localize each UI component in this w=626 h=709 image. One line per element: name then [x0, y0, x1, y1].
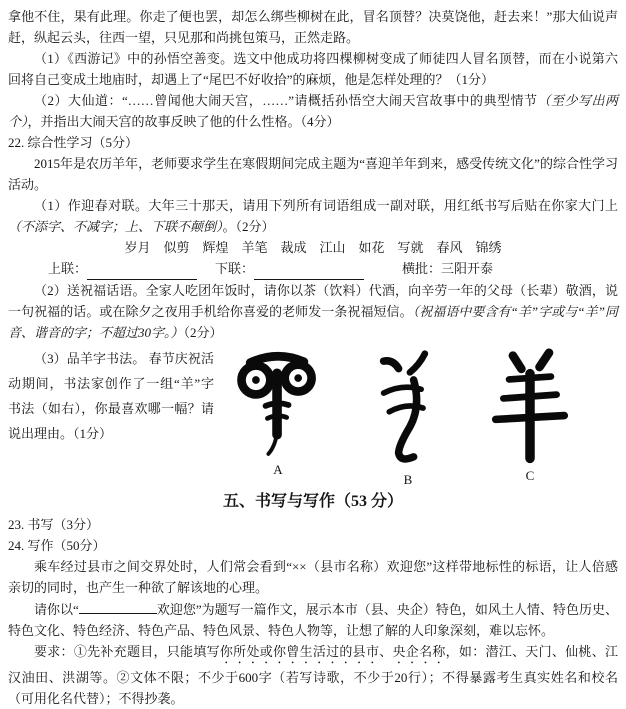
- lower-couplet-blank: [254, 264, 364, 280]
- question-22-item2: [8, 280, 618, 343]
- essay-title-post: ”为题写一篇作文，展示本市（县、央企）特色，如风土人情、特色历史、特色文化、特色经济、特色产品、特色风景、特色人物等，让想了解的人印象深刻，难以忘怀。: [8, 602, 618, 638]
- requirements-post: ，如：潜江、天门、仙桃、江汉油田、洪湖等。②文体不限；不少于600字（若写诗歌，不少于20行）；不得暴露考生真实姓名和校名（可用化名代替）；不得抄袭。: [8, 644, 618, 706]
- requirements-pre: 要求：①先补充题目，只能填写: [34, 644, 220, 659]
- question-22-item3-text: （3）品羊字书法。 春节庆祝活动期间，书法家创作了一组“羊”字书法（如右），你最喜欢哪一幅？请说出理由。（1分）: [8, 351, 214, 441]
- question-24-heading-text: 24. 写作（50分）: [8, 538, 106, 553]
- section-5-heading-text: 五、书写与写作（53 分）: [222, 493, 403, 510]
- calligraphy-figure-c: [490, 348, 570, 484]
- question-22-intro: [8, 153, 618, 195]
- requirements-emphasized: 你所处或你曾生活过的县市、央企名称: [219, 644, 446, 659]
- figure-a-label: A: [273, 462, 283, 477]
- upper-couplet-label: 上联：: [48, 261, 88, 276]
- couplet-answer-line: [48, 258, 618, 280]
- question-23-heading: [8, 514, 618, 535]
- question-24-para1-text: 乘车经过县市之间交界处时，人们常会看到“××（县市名称）欢迎您”这样带地标性的标语，让人倍感亲切的同时，也产生一种欲了解该地的心理。: [8, 559, 618, 595]
- question-21-1: [8, 48, 618, 90]
- question-22-item1-tail: 。（2分）: [222, 219, 275, 234]
- figure-b-label: B: [403, 472, 413, 487]
- horizontal-scroll-value: 三阳开泰: [441, 261, 494, 276]
- figure-c-label: C: [525, 468, 535, 483]
- question-21-2: [8, 90, 618, 132]
- question-21-2-note: （至少写出两个）: [8, 93, 618, 129]
- question-22-item2-tail: （2分）: [183, 325, 223, 340]
- cursive-yang-image: [370, 348, 446, 470]
- question-22-heading-text: 22. 综合性学习（5分）: [8, 135, 139, 150]
- question-21-2-text: （2）大仙道：“……曾闻他大闹天宫，……”请概括孙悟空大闹天宫故事中的典型情节: [34, 93, 538, 108]
- question-24-para1: [8, 556, 618, 598]
- horizontal-scroll-label: 横批：: [402, 261, 442, 276]
- question-22-heading: [8, 132, 618, 153]
- question-24-requirements: [8, 641, 618, 709]
- question-22-item1-note: （不添字、不减字；上、下联不颠倒）: [8, 219, 223, 234]
- question-22-item1: [8, 195, 618, 237]
- question-22-item2-text: （2）送祝福话语。全家人吃团年饭时，请你以茶（饮料）代酒，向辛劳一年的父母（长辈）敬酒，说一句祝福的话。或在除夕之夜用手机给你喜爱的老师发一条祝福短信。: [8, 283, 618, 319]
- calligraphy-section: [8, 346, 618, 488]
- ram-pictograph-image: [230, 348, 326, 460]
- novel-excerpt-text: 拿他不住，果有此理。你走了便也罢，却怎么绑些柳树在此，冒名顶替？决莫饶他，赶去来！”那大仙说声赶，纵起云头，往西一望，只见那和尚挑包策马，正然走路。: [8, 9, 618, 45]
- lower-couplet-label: 下联：: [215, 261, 255, 276]
- question-22-item2-note: （祝福语中要含有“羊”字或与“羊”同音、谐音的字；不超过30字。）: [8, 304, 618, 340]
- essay-title-pre: 请你以“: [34, 602, 79, 617]
- upper-couplet-blank: [87, 264, 197, 280]
- couplet-word-bank-text: 岁月 似剪 辉煌 羊笔 裁成 江山 如花 写就 春风 锦绣: [124, 240, 502, 255]
- calligraphy-figure-b: [370, 348, 446, 488]
- essay-title-suffix: 欢迎您: [156, 602, 196, 617]
- calligraphy-figure-a: [230, 348, 326, 478]
- question-24-para2: [8, 598, 618, 641]
- question-22-intro-text: 2015年是农历羊年，老师要求学生在寒假期间完成主题为“喜迎羊年到来，感受传统文化”的综合性学习活动。: [8, 156, 618, 192]
- section-5-heading: [8, 489, 618, 514]
- question-21-2-tail: ，并指出大闹天宫的故事反映了他的什么性格。（4分）: [27, 114, 340, 129]
- question-24-heading: [8, 535, 618, 556]
- question-23-heading-text: 23. 书写（3分）: [8, 517, 100, 532]
- question-21-1-text: （1）《西游记》中的孙悟空善变。选文中他成功将四棵柳树变成了师徒四人冒名顶替，而在小说第六回将自己变成土地庙时，却遇上了“尾巴不好收拾”的麻烦，他是怎样处理的？（1分）: [8, 51, 618, 87]
- essay-title-blank: [79, 598, 157, 614]
- question-22-item1-text: （1）作迎春对联。大年三十那天，请用下列所有词语组成一副对联，用红纸书写后贴在你家大门上: [34, 198, 618, 213]
- running-script-yang-image: [490, 348, 570, 466]
- question-22-item3: [8, 346, 214, 488]
- couplet-word-bank: [8, 237, 618, 258]
- calligraphy-figures: [214, 346, 618, 488]
- novel-excerpt: [8, 6, 618, 48]
